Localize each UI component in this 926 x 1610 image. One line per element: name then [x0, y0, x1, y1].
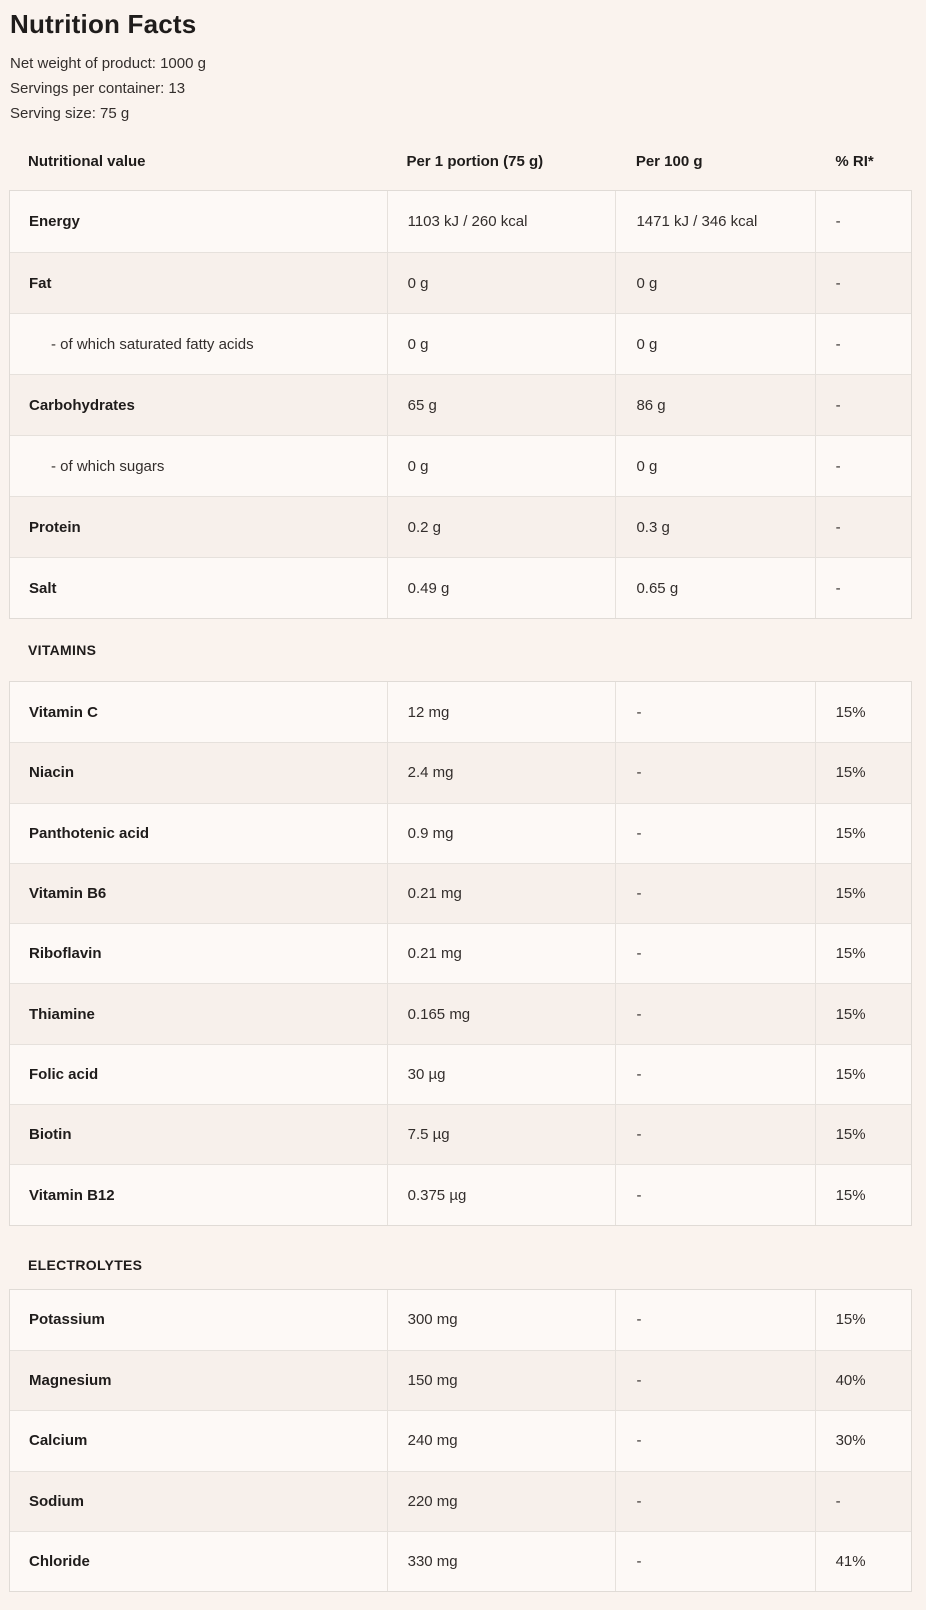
table-row	[10, 374, 911, 435]
meta-servings-per-container: Servings per container: 13	[10, 80, 186, 97]
nutrient-label: Protein	[29, 518, 81, 536]
ri-value: -	[815, 253, 911, 313]
column-header-per-100g: Per 100 g	[635, 153, 703, 170]
table-row	[10, 252, 911, 313]
per-100g-value: 0.3 g	[615, 497, 814, 557]
per-portion-value: 0.165 mg	[387, 984, 616, 1043]
per-100g-value: 0.65 g	[615, 558, 814, 618]
per-100g-value: 86 g	[615, 375, 814, 435]
ri-value: -	[815, 1472, 911, 1531]
table-row	[10, 1044, 911, 1104]
ri-value: 15%	[815, 1105, 911, 1164]
ri-value: 15%	[815, 743, 911, 802]
table-row	[10, 983, 911, 1043]
per-100g-value: -	[615, 804, 814, 863]
table-row	[10, 191, 911, 252]
table-row	[10, 1410, 911, 1470]
table-row	[10, 1350, 911, 1410]
per-100g-value: 1471 kJ / 346 kcal	[615, 191, 814, 252]
product-meta	[10, 51, 926, 126]
nutrient-label: Riboflavin	[29, 945, 102, 963]
per-portion-value: 240 mg	[387, 1411, 616, 1470]
table-row	[10, 1104, 911, 1164]
nutrient-label: Folic acid	[29, 1065, 99, 1083]
nutrient-label: Biotin	[29, 1126, 72, 1144]
per-portion-value: 0.375 µg	[387, 1165, 616, 1224]
per-100g-value: -	[615, 1351, 814, 1410]
per-100g-value: -	[615, 1411, 814, 1470]
table-row	[10, 742, 911, 802]
per-100g-value: -	[615, 1532, 814, 1591]
per-portion-value: 0.21 mg	[387, 924, 616, 983]
section-heading-vitamins: VITAMINS	[28, 642, 97, 658]
column-header-row	[9, 151, 912, 172]
nutrient-label: Energy	[29, 213, 80, 230]
ri-value: -	[815, 497, 911, 557]
ri-value: 15%	[815, 682, 911, 742]
ri-value: 15%	[815, 1290, 911, 1350]
nutrient-label: Niacin	[29, 764, 75, 782]
ri-value: 40%	[815, 1351, 911, 1410]
per-100g-value: -	[615, 924, 814, 983]
column-header-nutritional-value: Nutritional value	[28, 153, 146, 170]
per-100g-value: 0 g	[615, 253, 814, 313]
per-portion-value: 0 g	[387, 436, 616, 496]
main-nutrition-table	[9, 190, 912, 619]
per-portion-value: 12 mg	[387, 682, 616, 742]
meta-net-weight: Net weight of product: 1000 g	[10, 55, 206, 72]
per-100g-value: -	[615, 682, 814, 742]
table-row	[10, 313, 911, 374]
ri-value: 15%	[815, 984, 911, 1043]
ri-value: 15%	[815, 864, 911, 923]
ri-value: -	[815, 558, 911, 618]
nutrient-label: Chloride	[29, 1553, 90, 1570]
ri-value: -	[815, 375, 911, 435]
table-row	[10, 863, 911, 923]
ri-value: -	[815, 314, 911, 374]
per-portion-value: 7.5 µg	[387, 1105, 616, 1164]
table-row	[10, 557, 911, 618]
nutrient-label: Panthotenic acid	[29, 824, 150, 842]
per-portion-value: 0 g	[387, 253, 616, 313]
table-row	[10, 496, 911, 557]
per-100g-value: -	[615, 1165, 814, 1224]
per-100g-value: -	[615, 984, 814, 1043]
table-row	[10, 1164, 911, 1224]
per-portion-value: 0.21 mg	[387, 864, 616, 923]
column-header-ri: % RI*	[835, 153, 874, 170]
section-heading-electrolytes: ELECTROLYTES	[28, 1256, 143, 1273]
per-portion-value: 30 µg	[387, 1045, 616, 1104]
ri-value: -	[815, 191, 911, 252]
nutrient-label: Vitamin B12	[29, 1186, 115, 1204]
nutrient-sublabel: - of which sugars	[51, 457, 165, 475]
ri-value: 15%	[815, 1045, 911, 1104]
table-row	[10, 435, 911, 496]
nutrient-label: Thiamine	[29, 1005, 95, 1023]
ri-value: 41%	[815, 1532, 911, 1591]
per-100g-value: -	[615, 1290, 814, 1350]
table-row	[10, 1531, 911, 1591]
ri-value: -	[815, 436, 911, 496]
per-100g-value: -	[615, 1105, 814, 1164]
table-row	[10, 803, 911, 863]
table-row	[10, 682, 911, 742]
meta-serving-size: Serving size: 75 g	[10, 105, 130, 122]
per-100g-value: 0 g	[615, 314, 814, 374]
column-header-per-portion: Per 1 portion (75 g)	[406, 153, 544, 170]
per-100g-value: -	[615, 1472, 814, 1531]
ri-value: 15%	[815, 924, 911, 983]
nutrient-label: Vitamin C	[29, 703, 98, 721]
per-portion-value: 0.49 g	[387, 558, 616, 618]
nutrient-sublabel: - of which saturated fatty acids	[51, 335, 254, 353]
nutrient-label: Carbohydrates	[29, 396, 135, 414]
table-row	[10, 923, 911, 983]
per-portion-value: 150 mg	[387, 1351, 616, 1410]
nutrient-label: Magnesium	[29, 1372, 112, 1390]
per-portion-value: 65 g	[387, 375, 616, 435]
per-100g-value: 0 g	[615, 436, 814, 496]
nutrient-label: Salt	[29, 579, 57, 597]
table-row	[10, 1471, 911, 1531]
per-portion-value: 220 mg	[387, 1472, 616, 1531]
nutrient-label: Vitamin B6	[29, 885, 107, 903]
ri-value: 15%	[815, 1165, 911, 1224]
per-portion-value: 330 mg	[387, 1532, 616, 1591]
per-100g-value: -	[615, 1045, 814, 1104]
nutrient-label: Calcium	[29, 1432, 88, 1450]
per-portion-value: 0.9 mg	[387, 804, 616, 863]
nutrient-label: Potassium	[29, 1311, 105, 1329]
nutrient-label: Fat	[29, 274, 52, 292]
nutrient-label: Sodium	[29, 1492, 84, 1510]
page-title: Nutrition Facts	[10, 9, 197, 39]
per-100g-value: -	[615, 743, 814, 802]
ri-value: 30%	[815, 1411, 911, 1470]
per-portion-value: 0.2 g	[387, 497, 616, 557]
per-portion-value: 1103 kJ / 260 kcal	[387, 191, 616, 252]
electrolytes-table	[9, 1289, 912, 1592]
per-100g-value: -	[615, 864, 814, 923]
per-portion-value: 0 g	[387, 314, 616, 374]
per-portion-value: 2.4 mg	[387, 743, 616, 802]
vitamins-table	[9, 681, 912, 1226]
table-row	[10, 1290, 911, 1350]
per-portion-value: 300 mg	[387, 1290, 616, 1350]
ri-value: 15%	[815, 804, 911, 863]
